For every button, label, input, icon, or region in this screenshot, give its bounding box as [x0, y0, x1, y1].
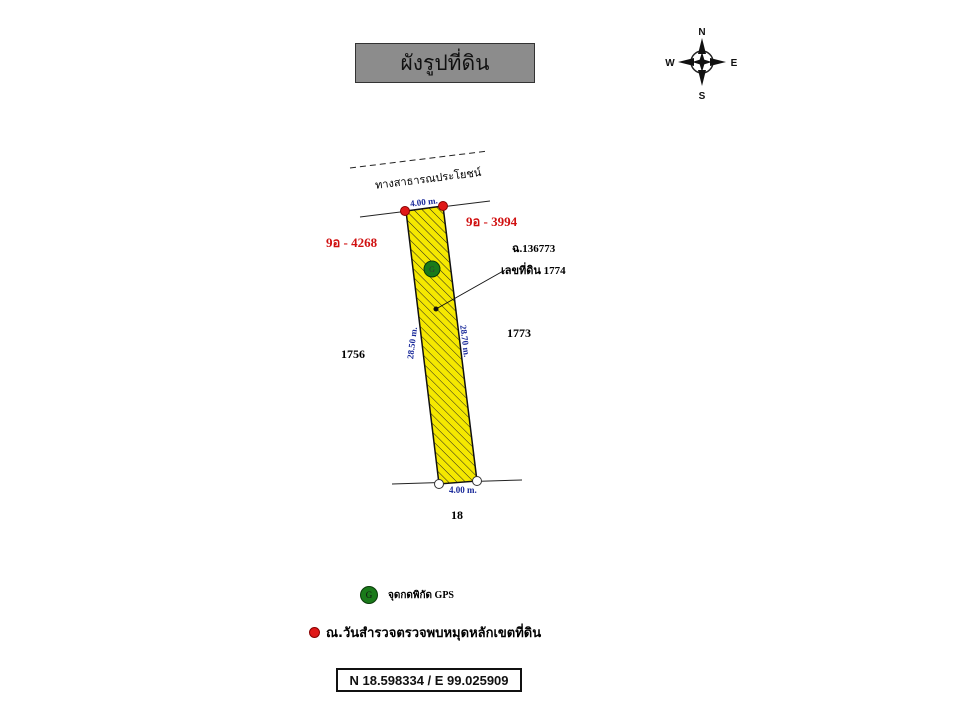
dim-right: 28.70 m. [458, 324, 473, 358]
dim-top: 4.00 m. [409, 195, 439, 209]
coordinates-box: N 18.598334 / E 99.025909 [336, 668, 522, 692]
legend-red-pin [309, 622, 541, 643]
land-number: เลขที่ดิน 1774 [501, 265, 566, 277]
dim-bottom: 4.00 m. [449, 485, 477, 495]
compass-e: E [730, 58, 738, 69]
compass-w: W [665, 58, 675, 69]
marker-label-right: 9อ - 3994 [466, 214, 518, 229]
red-pin-legend-label: ณ.วันสำรวจตรวจพบหมุดหลักเขตที่ดิน [326, 626, 542, 641]
red-pin-legend-icon [309, 627, 320, 638]
boundary-pin-white [435, 480, 444, 489]
dim-left: 28.50 m. [405, 326, 420, 360]
compass-n: N [698, 27, 706, 38]
compass-s: S [698, 91, 706, 100]
deed-number: ฉ.136773 [512, 243, 556, 255]
neighbor-west: 1756 [341, 347, 365, 361]
road-label: ทางสาธารณประโยชน์ [374, 165, 482, 192]
neighbor-east: 1773 [507, 326, 531, 340]
map-title: ผังรูปที่ดิน [355, 43, 535, 83]
boundary-pin-red [401, 207, 410, 216]
gps-legend-icon: G [360, 586, 378, 604]
parcel-center-dot [434, 307, 439, 312]
boundary-pin-red [439, 202, 448, 211]
neighbor-south: 18 [451, 508, 463, 522]
gps-legend-label: จุดกดพิกัด GPS [388, 589, 454, 601]
legend-gps [360, 586, 454, 604]
gps-marker-label: G [429, 265, 435, 274]
marker-label-left: 9อ - 4268 [326, 235, 378, 250]
